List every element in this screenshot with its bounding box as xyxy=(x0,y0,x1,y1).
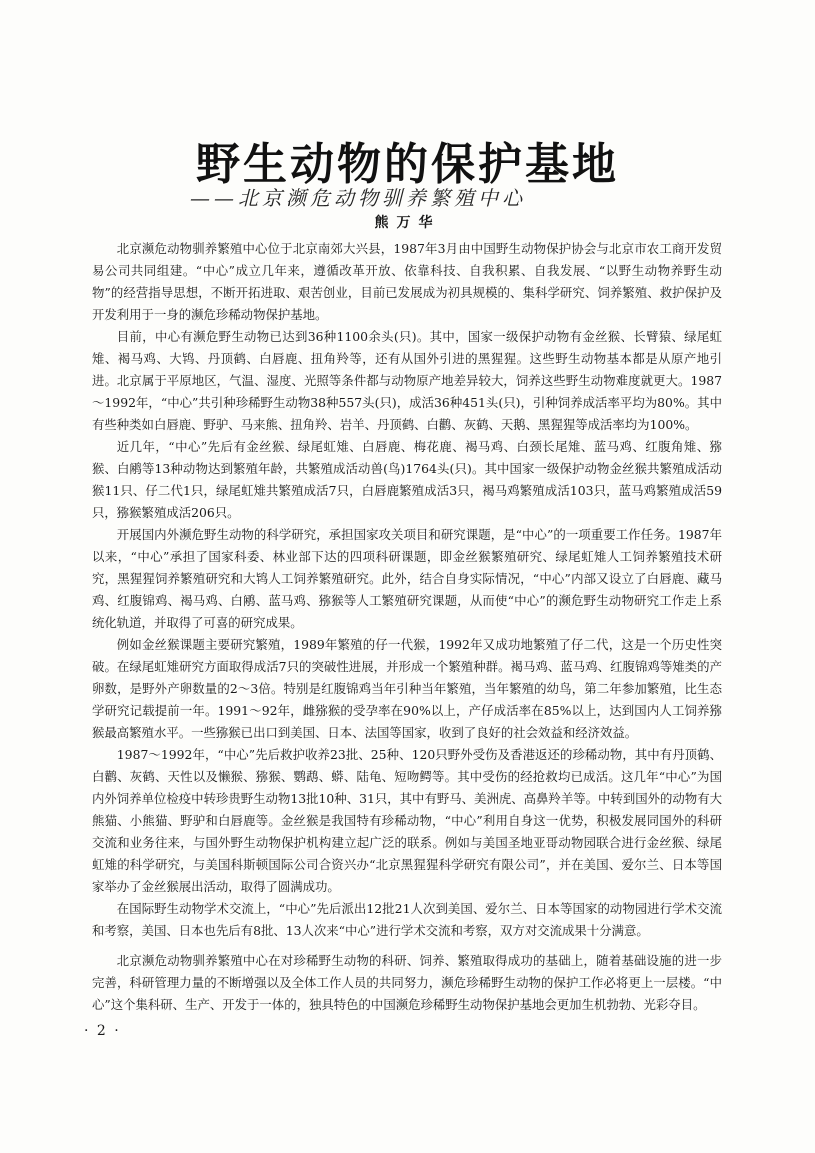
page-number: · 2 · xyxy=(84,1023,121,1039)
article-body xyxy=(92,238,722,1016)
paragraph: 近几年，“中心”先后有金丝猴、绿尾虹雉、白唇鹿、梅花鹿、褐马鸡、白颈长尾雉、蓝马鸡、红腹角雉、猕猴、白鹇等13种动物达到繁殖年龄，共繁殖成活动兽(鸟)1764头(只)。其中国家一级保护动物金丝猴共繁殖成活动猴11只、仔二代1只，绿尾虹雉共繁殖成活7只，白唇鹿繁殖成活3只，褐马鸡繁殖成活103只，蓝马鸡繁殖成活59只，猕猴繁殖成活206只。 xyxy=(92,439,722,520)
paragraph: 开展国内外濒危野生动物的科学研究，承担国家攻关项目和研究课题，是“中心”的一项重要工作任务。1987年以来，“中心”承担了国家科委、林业部下达的四项科研课题，即金丝猴繁殖研究、绿尾虹雉人工饲养繁殖技术研究，黑猩猩饲养繁殖研究和大鸨人工饲养繁殖研究。此外，结合自身实际情况，“中心”内部又设立了白唇鹿、藏马鸡、红腹锦鸡、褐马鸡、白鹇、蓝马鸡、猕猴等人工繁殖研究课题，从而使“中心”的濒危野生动物研究工作走上系统化轨道，并取得了可喜的研究成果。 xyxy=(92,527,722,630)
article-subtitle: ——北京濒危动物驯养繁殖中心 xyxy=(190,186,526,210)
paragraph: 北京濒危动物驯养繁殖中心在对珍稀野生动物的科研、饲养、繁殖取得成功的基础上，随着基础设施的进一步完善，科研管理力量的不断增强以及全体工作人员的共同努力，濒危珍稀野生动物的保护工作必将更上一层楼。“中心”这个集科研、生产、开发于一体的，独具特色的中国濒危珍稀野生动物保护基地会更加生机勃勃、光彩夺目。 xyxy=(92,953,722,1012)
paragraph: 目前，中心有濒危野生动物已达到36种1100余头(只)。其中，国家一级保护动物有金丝猴、长臂猿、绿尾虹雉、褐马鸡、大鸨、丹顶鹤、白唇鹿、扭角羚等，还有从国外引进的黑猩猩。这些野生动物基本都是从原产地引进。北京属于平原地区，气温、湿度、光照等条件都与动物原产地差异较大，饲养这些野生动物难度就更大。1987～1992年，“中心”共引种珍稀野生动物38种557头(只)，成活36种451头(只)，引种饲养成活率平均为80%。其中有些种类如白唇鹿、野驴、马来熊、扭角羚、岩羊、丹顶鹤、白鹳、灰鹤、天鹅、黑猩猩等成活率均为100%。 xyxy=(92,329,722,432)
paragraph: 在国际野生动物学术交流上，“中心”先后派出12批21人次到美国、爱尔兰、日本等国家的动物园进行学术交流和考察，美国、日本也先后有8批、13人次来“中心”进行学术交流和考察，双方对交流成果十分满意。 xyxy=(92,901,722,938)
article-title: 野生动物的保护基地 xyxy=(196,139,619,190)
paragraph: 例如金丝猴课题主要研究繁殖，1989年繁殖的仔一代猴，1992年又成功地繁殖了仔二代，这是一个历史性突破。在绿尾虹雉研究方面取得成活7只的突破性进展，并形成一个繁殖种群。褐马鸡、蓝马鸡、红腹锦鸡等雉类的产卵数，是野外产卵数量的2～3倍。特别是红腹锦鸡当年引种当年繁殖，当年繁殖的幼鸟，第二年参加繁殖，比生态学研究记载提前一年。1991～92年，雌猕猴的受孕率在90%以上，产仔成活率在85%以上，达到国内人工饲养猕猴最高繁殖水平。一些猕猴已出口到美国、日本、法国等国家，收到了良好的社会效益和经济效益。 xyxy=(92,637,722,740)
paragraph: 北京濒危动物驯养繁殖中心位于北京南郊大兴县，1987年3月由中国野生动物保护协会与北京市农工商开发贸易公司共同组建。“中心”成立几年来，遵循改革开放、依靠科技、自我积累、自我发展、“以野生动物养野生动物”的经营指导思想，不断开拓进取、艰苦创业，目前已发展成为初具规模的、集科学研究、饲养繁殖、救护保护及开发利用于一身的濒危珍稀动物保护基地。 xyxy=(92,241,722,322)
paragraph: 1987～1992年，“中心”先后救护收养23批、25种、120只野外受伤及香港返还的珍稀动物，其中有丹顶鹤、白鹳、灰鹤、天性以及懒猴、猕猴、鹦鹉、蟒、陆龟、短吻鳄等。其中受伤的经抢救均已成活。这几年“中心”为国内外饲养单位检疫中转珍贵野生动物13批10种、31只，其中有野马、美洲虎、高鼻羚羊等。中转到国外的动物有大熊猫、小熊猫、野驴和白唇鹿等。金丝猴是我国特有珍稀动物，“中心”利用自身这一优势，积极发展同国外的科研交流和业务往来，与国外野生动物保护机构建立起广泛的联系。例如与美国圣地亚哥动物园联合进行金丝猴、绿尾虹雉的科学研究，与美国科斯顿国际公司合资兴办“北京黑猩猩科学研究有限公司”，并在美国、爱尔兰、日本等国家举办了金丝猴展出活动，取得了圆满成功。 xyxy=(92,747,722,894)
article-author: 熊万华 xyxy=(374,215,441,231)
